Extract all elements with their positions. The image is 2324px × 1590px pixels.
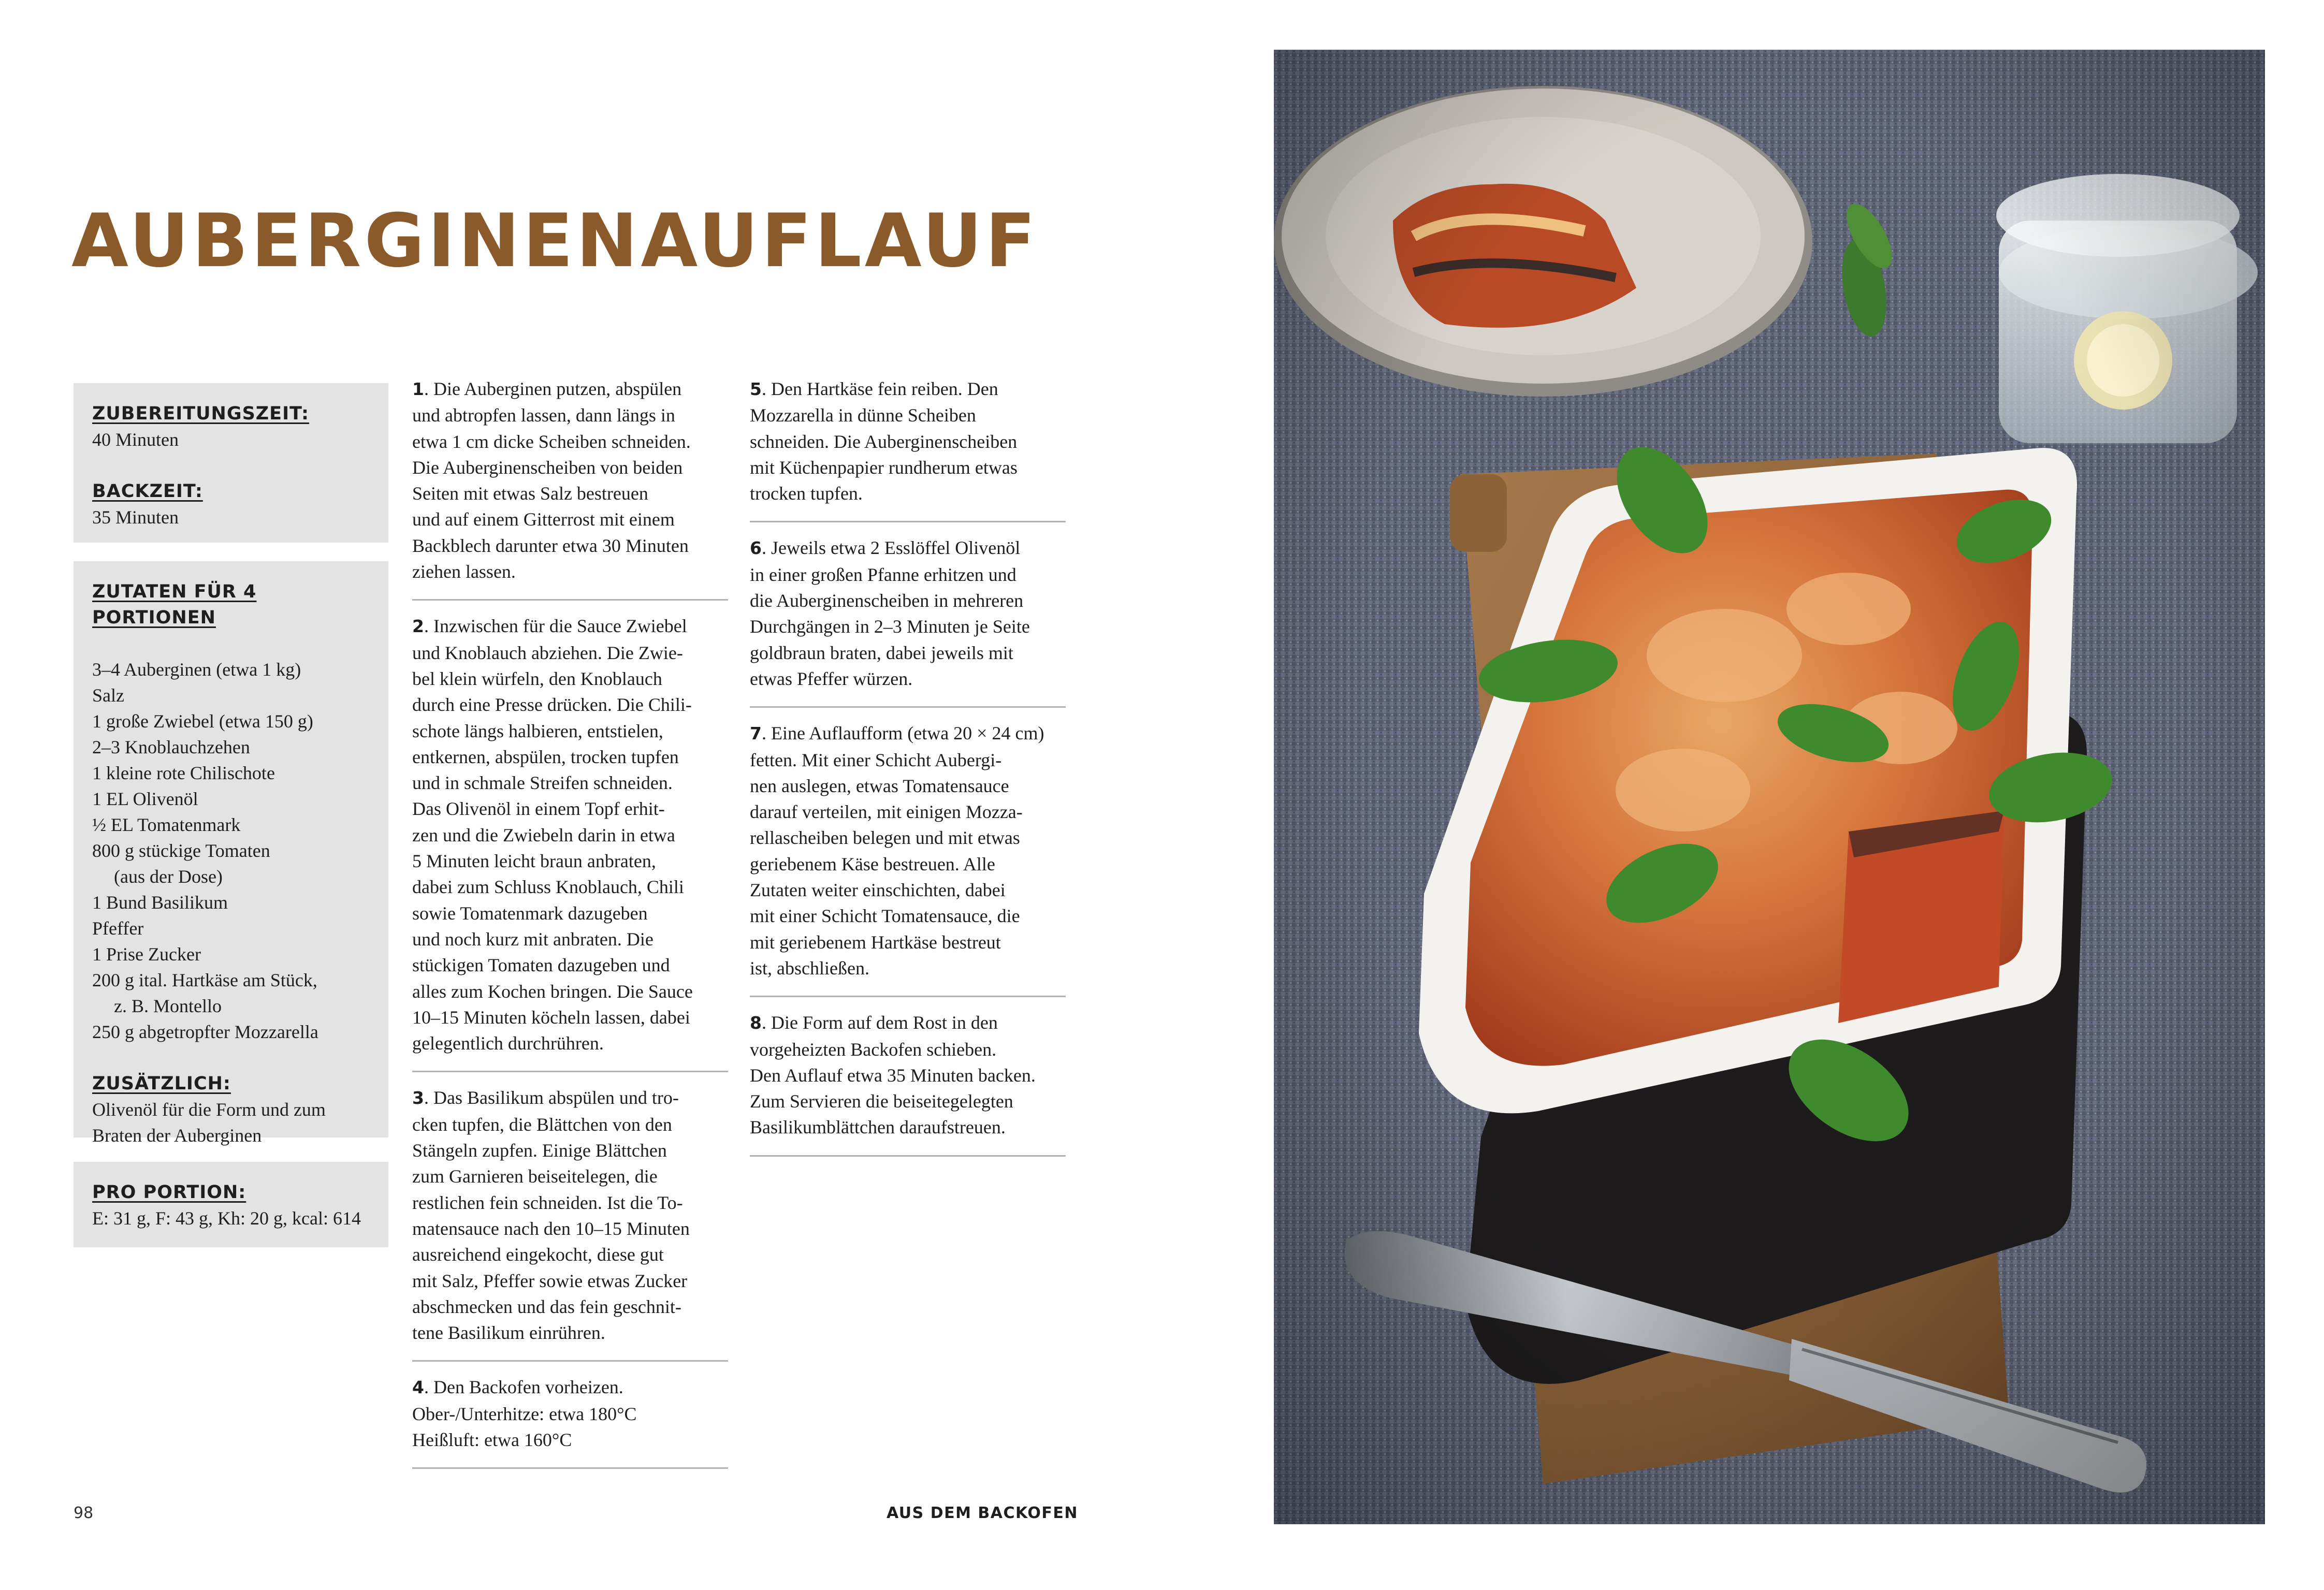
step-line	[412, 429, 728, 455]
step-text: Zutaten weiter einschichten, dabei	[750, 880, 1006, 901]
step-line	[412, 848, 728, 874]
step-text: etwa 1 cm dicke Scheiben schneiden.	[412, 431, 691, 452]
step-text: Basilikumblättchen daraufstreuen.	[750, 1117, 1006, 1138]
step-text: Ober-/Unterhitze: etwa 180°C	[412, 1403, 637, 1424]
step-line	[750, 1010, 1066, 1036]
step-text: . Eine Auflaufform (etwa 20 × 24 cm)	[761, 723, 1044, 744]
step-text: etwas Pfeffer würzen.	[750, 668, 913, 689]
step-2	[412, 613, 728, 1072]
step-text: in einer großen Pfanne erhitzen und	[750, 564, 1016, 585]
step-line	[750, 640, 1066, 666]
step-text: mit geriebenem Hartkäse bestreut	[750, 931, 1001, 953]
step-text: . Die Auberginen putzen, abspülen	[424, 378, 682, 399]
ingredient-item	[92, 682, 370, 708]
step-text: . Jeweils etwa 2 Esslöffel Olivenöl	[761, 537, 1021, 559]
step-line	[412, 1268, 728, 1294]
step-text: . Den Backofen vorheizen.	[424, 1377, 623, 1398]
step-text: Durchgängen in 2–3 Minuten je Seite	[750, 616, 1030, 637]
step-line	[412, 506, 728, 532]
step-line	[412, 640, 728, 666]
ingredient-item	[92, 967, 370, 1019]
step-line	[412, 1427, 728, 1453]
step-line	[412, 1085, 728, 1111]
step-line	[750, 799, 1066, 825]
recipe-title: AUBERGINENAUFLAUF	[71, 198, 1039, 284]
step-line	[412, 900, 728, 926]
portion-box	[74, 1162, 388, 1247]
ingredient-continuation: (aus der Dose)	[114, 866, 223, 887]
extra-line: Braten der Auberginen	[92, 1125, 262, 1146]
bake-time-value: 35 Minuten	[92, 507, 179, 528]
step-line	[750, 666, 1066, 692]
step-line	[750, 773, 1066, 799]
step-text: Seiten mit etwas Salz bestreuen	[412, 483, 648, 504]
step-line	[412, 979, 728, 1004]
step-line	[412, 1216, 728, 1242]
step-1	[412, 376, 728, 601]
step-text: zum Garnieren beiseitelegen, die	[412, 1166, 658, 1187]
section-title: AUS DEM BACKOFEN	[887, 1504, 1078, 1522]
ingredient-item	[92, 708, 370, 734]
step-line	[412, 666, 728, 692]
ingredients-list	[92, 657, 370, 1045]
step-text: stückigen Tomaten dazugeben und	[412, 955, 670, 976]
step-line	[412, 1320, 728, 1346]
step-line	[412, 770, 728, 796]
step-text: Mozzarella in dünne Scheiben	[750, 405, 976, 426]
ingredient-text: 2–3 Knoblauchzehen	[92, 737, 250, 757]
step-line	[412, 822, 728, 848]
step-line	[750, 562, 1066, 588]
step-text: fetten. Mit einer Schicht Aubergi-	[750, 749, 1002, 770]
ingredient-item	[92, 889, 370, 915]
step-text: ist, abschließen.	[750, 957, 869, 979]
ingredient-item	[92, 838, 370, 889]
recipe-photo	[1274, 50, 2265, 1524]
ingredient-text: 200 g ital. Hartkäse am Stück,	[92, 970, 317, 990]
ingredient-text: 1 Bund Basilikum	[92, 892, 228, 913]
step-line	[750, 877, 1066, 903]
portion-value: E: 31 g, F: 43 g, Kh: 20 g, kcal: 614	[92, 1208, 361, 1229]
step-line	[750, 480, 1066, 506]
step-line	[750, 747, 1066, 773]
step-text: dabei zum Schluss Knoblauch, Chili	[412, 877, 684, 898]
step-text: schote längs halbieren, entstielen,	[412, 720, 663, 741]
steps-column-2	[750, 376, 1066, 1169]
step-3	[412, 1085, 728, 1362]
ingredient-text: 800 g stückige Tomaten	[92, 840, 270, 861]
portion-label: PRO PORTION:	[92, 1182, 246, 1203]
step-line	[750, 402, 1066, 428]
prep-time-label: ZUBEREITUNGSZEIT:	[92, 403, 310, 424]
ingredient-item	[92, 760, 370, 786]
step-line	[412, 376, 728, 402]
step-line	[750, 535, 1066, 561]
step-number: 7	[750, 723, 762, 744]
extra-label: ZUSÄTZLICH:	[92, 1073, 231, 1094]
ingredient-continuation: z. B. Montello	[114, 996, 222, 1016]
step-number: 8	[750, 1013, 762, 1033]
step-line	[412, 874, 728, 900]
step-line	[412, 718, 728, 744]
step-text: trocken tupfen.	[750, 483, 863, 504]
prep-time-value: 40 Minuten	[92, 429, 179, 450]
step-line	[412, 796, 728, 822]
step-text: durch eine Presse drücken. Die Chili-	[412, 694, 692, 716]
ingredients-label: ZUTATEN FÜR 4 PORTIONEN	[92, 581, 257, 628]
step-text: und Knoblauch abziehen. Die Zwie-	[412, 642, 683, 663]
step-line	[412, 1242, 728, 1267]
step-text: gelegentlich durchrühren.	[412, 1033, 604, 1054]
step-text: und abtropfen lassen, dann längs in	[412, 405, 675, 426]
step-text: und auf einem Gitterrost mit einem	[412, 509, 675, 530]
step-text: zen und die Zwiebeln darin in etwa	[412, 824, 675, 845]
step-text: nen auslegen, etwas Tomatensauce	[750, 775, 1009, 796]
step-line	[412, 1112, 728, 1137]
ingredient-text: 1 große Zwiebel (etwa 150 g)	[92, 711, 313, 732]
step-text: abschmecken und das fein geschnit-	[412, 1296, 681, 1317]
step-line	[750, 1037, 1066, 1062]
step-text: vorgeheizten Backofen schieben.	[750, 1039, 997, 1060]
step-text: mit Salz, Pfeffer sowie etwas Zucker	[412, 1270, 688, 1291]
step-line	[750, 1088, 1066, 1114]
step-text: . Den Hartkäse fein reiben. Den	[761, 378, 998, 399]
step-line	[412, 480, 728, 506]
step-line	[412, 1294, 728, 1320]
step-line	[412, 455, 728, 480]
step-text: und in schmale Streifen schneiden.	[412, 772, 673, 794]
ingredient-text: Salz	[92, 685, 124, 706]
step-text: mit Küchenpapier rundherum etwas	[750, 457, 1018, 478]
step-text: Das Olivenöl in einem Topf erhit-	[412, 798, 665, 820]
step-number: 1	[412, 379, 424, 399]
ingredient-text: 1 EL Olivenöl	[92, 789, 198, 809]
step-text: Backblech darunter etwa 30 Minuten	[412, 535, 689, 556]
ingredient-text: ½ EL Tomatenmark	[92, 814, 241, 835]
step-text: tene Basilikum einrühren.	[412, 1322, 605, 1344]
step-line	[750, 1114, 1066, 1140]
ingredient-item	[92, 1019, 370, 1045]
step-number: 4	[412, 1377, 424, 1398]
step-line	[412, 1004, 728, 1030]
ingredient-item	[92, 786, 370, 812]
step-text: 5 Minuten leicht braun anbraten,	[412, 851, 656, 872]
step-line	[412, 744, 728, 770]
step-text: geriebenem Käse bestreuen. Alle	[750, 853, 995, 874]
step-line	[412, 926, 728, 952]
ingredient-text: 250 g abgetropfter Mozzarella	[92, 1022, 318, 1042]
step-5	[750, 376, 1066, 522]
bake-time-label: BACKZEIT:	[92, 481, 203, 502]
step-4	[412, 1374, 728, 1469]
step-6	[750, 535, 1066, 708]
step-text: . Die Form auf dem Rost in den	[761, 1012, 998, 1033]
step-text: goldbraun braten, dabei jeweils mit	[750, 642, 1013, 663]
ingredient-text: 1 kleine rote Chilischote	[92, 763, 275, 783]
ingredient-item	[92, 915, 370, 941]
extra-line: Olivenöl für die Form und zum	[92, 1099, 326, 1120]
ingredient-text: 1 Prise Zucker	[92, 944, 201, 965]
step-number: 3	[412, 1088, 424, 1108]
step-text: bel klein würfeln, den Knoblauch	[412, 668, 662, 689]
step-line	[750, 1062, 1066, 1088]
time-box	[74, 383, 388, 543]
step-line	[412, 1401, 728, 1427]
step-text: Die Auberginenscheiben von beiden	[412, 457, 683, 478]
step-line	[750, 455, 1066, 480]
step-line	[412, 533, 728, 559]
step-text: darauf verteilen, mit einigen Mozza-	[750, 801, 1023, 823]
step-text: mit einer Schicht Tomatensauce, die	[750, 906, 1020, 927]
step-7	[750, 720, 1066, 997]
extra-text	[92, 1097, 370, 1148]
step-text: 10–15 Minuten köcheln lassen, dabei	[412, 1006, 690, 1028]
step-line	[750, 825, 1066, 851]
step-line	[412, 1030, 728, 1056]
ingredient-text: Pfeffer	[92, 918, 144, 939]
step-line	[412, 613, 728, 639]
ingredient-item	[92, 657, 370, 682]
ingredient-item	[92, 734, 370, 760]
step-line	[750, 429, 1066, 455]
step-text: ausreichend eingekocht, diese gut	[412, 1244, 664, 1265]
step-number: 6	[750, 538, 762, 559]
step-line	[412, 1374, 728, 1401]
step-line	[412, 402, 728, 428]
step-text: ziehen lassen.	[412, 561, 516, 582]
step-text: cken tupfen, die Blättchen von den	[412, 1114, 672, 1135]
step-text: sowie Tomatenmark dazugeben	[412, 902, 648, 924]
ingredient-text: 3–4 Auberginen (etwa 1 kg)	[92, 659, 301, 680]
step-line	[750, 720, 1066, 747]
step-line	[750, 903, 1066, 929]
ingredients-box	[74, 561, 388, 1146]
step-text: Zum Servieren die beiseitegelegten	[750, 1091, 1013, 1112]
step-line	[412, 559, 728, 585]
step-line	[750, 588, 1066, 614]
step-line	[750, 851, 1066, 877]
page-number: 98	[74, 1504, 94, 1522]
step-text: matensauce nach den 10–15 Minuten	[412, 1218, 690, 1239]
step-text: restlichen fein schneiden. Ist die To-	[412, 1192, 683, 1213]
step-number: 2	[412, 616, 424, 637]
step-line	[750, 376, 1066, 402]
step-text: schneiden. Die Auberginenscheiben	[750, 431, 1018, 452]
step-line	[412, 1163, 728, 1189]
step-text: . Das Basilikum abspülen und tro-	[424, 1087, 679, 1108]
step-text: Den Auflauf etwa 35 Minuten backen.	[750, 1064, 1036, 1086]
step-text: Heißluft: etwa 160°C	[412, 1429, 572, 1450]
step-text: rellascheiben belegen und mit etwas	[750, 827, 1020, 849]
step-line	[412, 1137, 728, 1163]
step-line	[750, 955, 1066, 981]
step-line	[412, 692, 728, 718]
step-number: 5	[750, 379, 762, 399]
step-8	[750, 1010, 1066, 1156]
ingredient-item	[92, 812, 370, 838]
step-line	[412, 952, 728, 978]
step-text: alles zum Kochen bringen. Die Sauce	[412, 981, 693, 1002]
ingredient-item	[92, 941, 370, 967]
step-line	[412, 1190, 728, 1216]
steps-column-1	[412, 376, 728, 1481]
step-text: und noch kurz mit anbraten. Die	[412, 928, 653, 950]
step-text: . Inzwischen für die Sauce Zwiebel	[424, 616, 687, 637]
step-line	[750, 614, 1066, 639]
step-line	[750, 929, 1066, 955]
step-text: entkernen, abspülen, trocken tupfen	[412, 746, 679, 767]
step-text: die Auberginenscheiben in mehreren	[750, 590, 1024, 611]
step-text: Stängeln zupfen. Einige Blättchen	[412, 1140, 667, 1161]
